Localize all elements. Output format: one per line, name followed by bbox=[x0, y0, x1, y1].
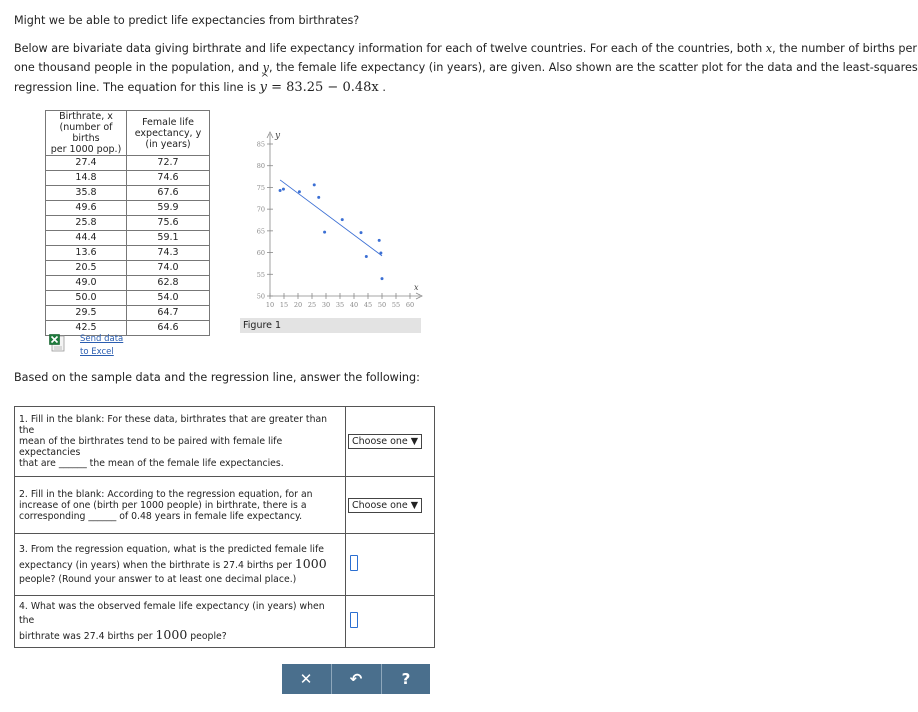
cell-birthrate: 50.0 bbox=[46, 291, 127, 306]
question-2-line: increase of one (birth per 1000 people) in birthrate, there is a bbox=[19, 499, 307, 511]
cell-birthrate: 20.5 bbox=[46, 261, 127, 276]
figure-label: Figure 1 bbox=[240, 318, 421, 333]
intro-line-1-end: , the number of births per bbox=[772, 42, 917, 55]
x-tick-label: 60 bbox=[405, 301, 415, 309]
question-row-4 bbox=[15, 596, 435, 648]
cell-life: 54.0 bbox=[127, 291, 210, 306]
question-3-number: 1000 bbox=[294, 555, 327, 571]
question-3-line: people? (Round your answer to at least one decimal place.) bbox=[19, 573, 297, 585]
table-row bbox=[46, 186, 210, 201]
x-tick-label: 50 bbox=[377, 301, 387, 309]
intro-line-2a: one thousand people in the population, and bbox=[14, 61, 263, 74]
header-life-line: expectancy, y bbox=[134, 127, 202, 139]
cell-birthrate: 13.6 bbox=[46, 246, 127, 261]
cell-life: 72.7 bbox=[127, 156, 210, 171]
x-tick-label: 30 bbox=[321, 301, 331, 309]
cell-life: 64.7 bbox=[127, 306, 210, 321]
scatter-point bbox=[381, 277, 384, 280]
instructions: Based on the sample data and the regression line, answer the following: bbox=[14, 371, 420, 384]
scatter-point bbox=[379, 252, 382, 255]
question-row-2 bbox=[15, 477, 435, 534]
header-life-line: (in years) bbox=[145, 138, 191, 150]
scatter-points bbox=[279, 183, 384, 280]
cell-life: 74.0 bbox=[127, 261, 210, 276]
cell-life: 75.6 bbox=[127, 216, 210, 231]
scatter-point bbox=[378, 239, 381, 242]
equation-rest: = 83.25 − 0.48x bbox=[271, 80, 379, 95]
regression-line bbox=[280, 180, 382, 256]
help-button[interactable]: ? bbox=[381, 664, 430, 694]
header-life-expectancy bbox=[127, 111, 210, 156]
cell-birthrate: 42.5 bbox=[46, 321, 127, 336]
question-title: Might we be able to predict life expectancies from birthrates? bbox=[14, 14, 360, 27]
scatter-point bbox=[317, 196, 320, 199]
question-3-line: expectancy (in years) when the birthrate is 27.4 births per bbox=[19, 559, 295, 571]
question-1-line: that are ______ the mean of the female life expectancies. bbox=[19, 458, 284, 469]
table-row bbox=[46, 216, 210, 231]
question-2-control bbox=[346, 477, 435, 534]
excel-link-line-1[interactable]: Send data bbox=[80, 334, 124, 344]
table-row bbox=[46, 156, 210, 171]
intro-line-3-end: . bbox=[382, 81, 386, 94]
cell-life: 74.3 bbox=[127, 246, 210, 261]
scatter-point bbox=[323, 231, 326, 234]
scatter-point bbox=[360, 231, 363, 234]
x-tick-label: 20 bbox=[293, 301, 303, 309]
table-row bbox=[46, 291, 210, 306]
cell-birthrate: 49.0 bbox=[46, 276, 127, 291]
question-4-line: people? bbox=[187, 630, 227, 642]
question-4-line: birthrate was 27.4 births per bbox=[19, 630, 156, 642]
y-tick-label: 65 bbox=[256, 227, 265, 236]
clear-button[interactable]: ✕ bbox=[299, 670, 313, 688]
question-2-line: corresponding ______ of 0.48 years in female life expectancy. bbox=[19, 510, 303, 522]
table-row bbox=[46, 276, 210, 291]
intro-line-1: Below are bivariate data giving birthrate and life expectancy information for each of twelve countries. For each of the countries, both bbox=[14, 42, 766, 55]
scatter-plot bbox=[236, 128, 426, 318]
data-table bbox=[45, 110, 210, 336]
y-tick-label: 85 bbox=[256, 140, 265, 149]
question-row-1 bbox=[15, 407, 435, 477]
scatter-point bbox=[298, 190, 301, 193]
x-tick-label: 45 bbox=[363, 301, 373, 309]
cell-birthrate: 14.8 bbox=[46, 171, 127, 186]
undo-button[interactable]: ↶ bbox=[331, 664, 380, 694]
x-axis-label: x bbox=[414, 283, 419, 292]
table-row bbox=[46, 261, 210, 276]
table-row bbox=[46, 246, 210, 261]
header-life-line: Female life bbox=[142, 116, 194, 128]
question-4-number: 1000 bbox=[155, 626, 188, 642]
question-2-line: 2. Fill in the blank: According to the regression equation, for an bbox=[19, 488, 313, 500]
cell-life: 64.6 bbox=[127, 321, 210, 336]
question-1-line: 1. Fill in the blank: For these data, birthrates that are greater than the bbox=[19, 414, 328, 436]
x-tick-label: 55 bbox=[391, 301, 401, 309]
cell-life: 62.8 bbox=[127, 276, 210, 291]
regression-equation: ^ y = 83.25 − 0.48x bbox=[259, 73, 379, 95]
header-birthrate bbox=[46, 111, 127, 156]
question-row-3 bbox=[15, 534, 435, 596]
table-row bbox=[46, 201, 210, 216]
intro-paragraph bbox=[14, 39, 918, 97]
scatter-point bbox=[341, 218, 344, 221]
question-4-text bbox=[15, 596, 346, 648]
x-tick-label: 35 bbox=[335, 301, 345, 309]
y-tick-label: 70 bbox=[256, 205, 265, 214]
intro-line-3: regression line. The equation for this line is bbox=[14, 81, 260, 94]
table-row bbox=[46, 231, 210, 246]
table-row bbox=[46, 306, 210, 321]
table-row bbox=[46, 171, 210, 186]
question-4-line: 4. What was the observed female life expectancy (in years) when the bbox=[19, 600, 325, 626]
questions-table bbox=[14, 406, 435, 648]
plot-ticks bbox=[257, 141, 414, 310]
scatter-point bbox=[365, 255, 368, 258]
var-y: y bbox=[262, 61, 269, 74]
cell-life: 59.1 bbox=[127, 231, 210, 246]
cell-birthrate: 25.8 bbox=[46, 216, 127, 231]
cell-life: 59.9 bbox=[127, 201, 210, 216]
x-tick-label: 10 bbox=[265, 301, 275, 309]
regression-line-group bbox=[280, 180, 382, 256]
y-tick-label: 50 bbox=[256, 292, 265, 301]
y-axis-label: y bbox=[275, 131, 281, 141]
intro-line-2b: , the female life expectancy (in years), are given. Also shown are the scatter plot for the data and the least-squares bbox=[268, 61, 918, 74]
cell-birthrate: 49.6 bbox=[46, 201, 127, 216]
cell-birthrate: 29.5 bbox=[46, 306, 127, 321]
question-3-control bbox=[346, 534, 435, 596]
action-button-bar bbox=[282, 664, 430, 694]
y-tick-label: 60 bbox=[256, 249, 265, 258]
y-tick-label: 80 bbox=[256, 162, 265, 171]
question-4-control bbox=[346, 596, 435, 648]
cell-birthrate: 27.4 bbox=[46, 156, 127, 171]
y-tick-label: 75 bbox=[256, 183, 265, 192]
header-birthrate-line: Birthrate, x bbox=[59, 111, 113, 122]
table-row bbox=[46, 321, 210, 336]
x-tick-label: 15 bbox=[279, 301, 289, 309]
cell-life: 74.6 bbox=[127, 171, 210, 186]
scatter-point bbox=[313, 183, 316, 186]
scatter-point bbox=[279, 189, 282, 192]
question-1-dropdown[interactable]: Choose one ▼ bbox=[348, 434, 422, 449]
question-2-dropdown[interactable]: Choose one ▼ bbox=[348, 498, 422, 513]
question-3-text bbox=[15, 534, 346, 596]
question-4-answer-input[interactable] bbox=[350, 612, 358, 628]
question-1-line: mean of the birthrates tend to be paired with female life expectancies bbox=[19, 436, 283, 458]
question-3-answer-input[interactable] bbox=[350, 555, 358, 571]
cell-birthrate: 44.4 bbox=[46, 231, 127, 246]
scatter-point bbox=[282, 188, 285, 191]
plot-axes bbox=[267, 131, 422, 299]
excel-icon[interactable] bbox=[49, 334, 65, 352]
question-1-text bbox=[15, 407, 346, 477]
y-tick-label: 55 bbox=[256, 270, 265, 279]
cell-birthrate: 35.8 bbox=[46, 186, 127, 201]
x-tick-label: 25 bbox=[307, 301, 317, 309]
table-header-row bbox=[46, 111, 210, 156]
question-1-control bbox=[346, 407, 435, 477]
header-birthrate-line: per 1000 pop.) bbox=[50, 144, 122, 155]
var-x: x bbox=[765, 42, 773, 55]
x-tick-label: 40 bbox=[349, 301, 359, 309]
excel-link-line-2[interactable]: to Excel bbox=[80, 347, 114, 357]
header-birthrate-line: (number of births bbox=[59, 122, 113, 144]
question-3-line: 3. From the regression equation, what is the predicted female life bbox=[19, 543, 324, 555]
y-hat: y bbox=[259, 80, 267, 95]
question-2-text bbox=[15, 477, 346, 534]
cell-life: 67.6 bbox=[127, 186, 210, 201]
